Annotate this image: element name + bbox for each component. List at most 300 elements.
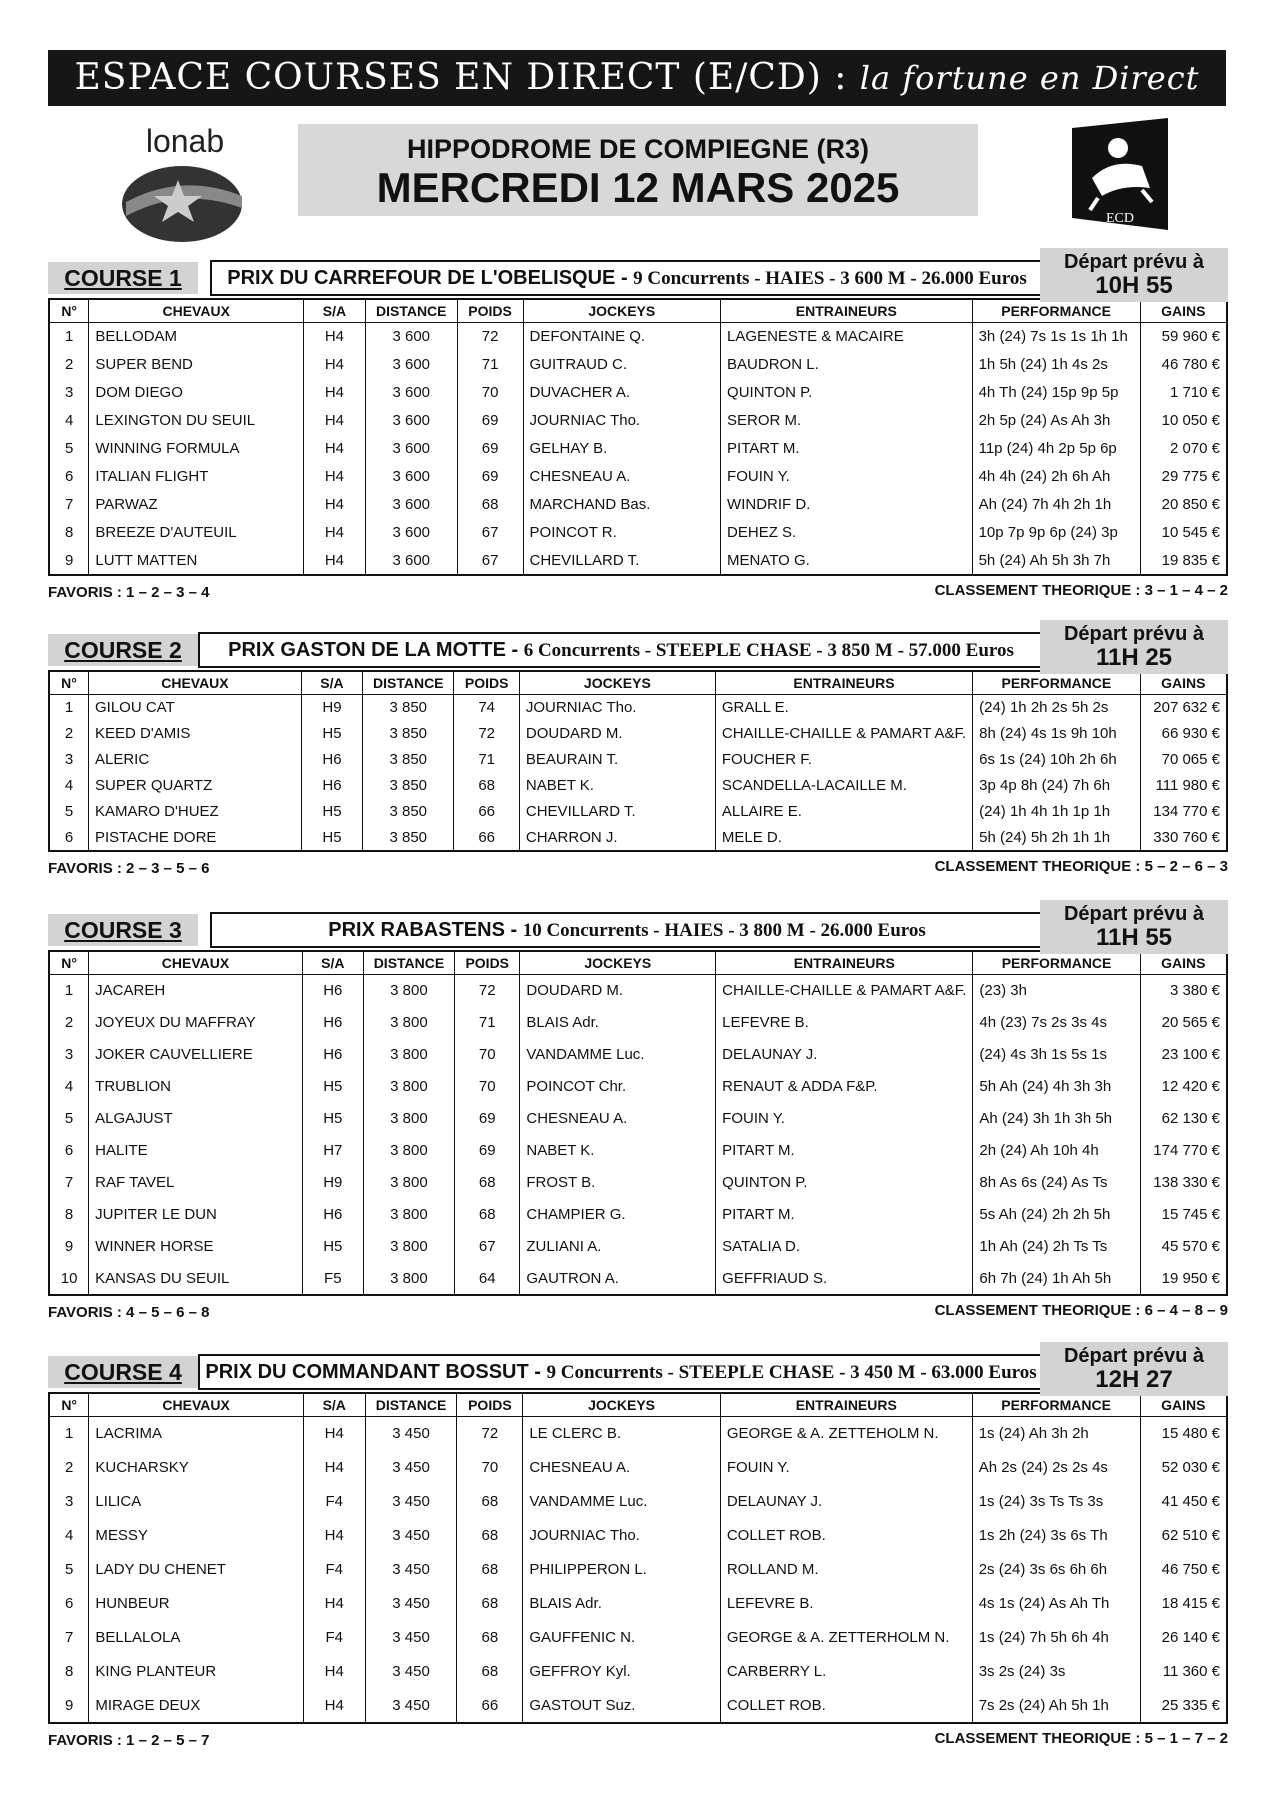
table-cell: 69 <box>457 463 523 491</box>
table-cell: H4 <box>304 351 366 379</box>
table-cell: 8 <box>49 1199 89 1231</box>
table-cell: H5 <box>302 1231 363 1263</box>
table-row <box>49 463 1227 491</box>
table-row <box>49 721 1227 747</box>
table-cell: 69 <box>457 435 523 463</box>
course-footer <box>48 852 1228 878</box>
column-header: CHEVAUX <box>89 299 304 323</box>
table-cell: 2 <box>49 351 89 379</box>
table-cell: SCANDELLA-LACAILLE M. <box>715 773 972 799</box>
table-cell: 4 <box>49 1519 89 1553</box>
column-header: POIDS <box>457 1393 523 1417</box>
table-cell: CHEVILLARD T. <box>523 547 721 575</box>
table-cell: H4 <box>304 463 366 491</box>
table-row <box>49 1199 1227 1231</box>
table-cell: H5 <box>301 825 362 851</box>
table-cell: 6 <box>49 825 89 851</box>
depart-label: Départ prévu à <box>1063 251 1205 273</box>
table-cell: 3 600 <box>365 547 457 575</box>
table-cell: RAF TAVEL <box>89 1167 303 1199</box>
table-cell: 69 <box>457 407 523 435</box>
table-cell: GUITRAUD C. <box>523 351 721 379</box>
table-cell: GELHAY B. <box>523 435 721 463</box>
table-cell: 68 <box>457 491 523 519</box>
table-cell: 72 <box>457 1417 523 1451</box>
table-cell: MARCHAND Bas. <box>523 491 721 519</box>
table-cell: 3 600 <box>365 379 457 407</box>
table-cell: 5 <box>49 1553 89 1587</box>
table-cell: 64 <box>455 1263 520 1295</box>
column-header: GAINS <box>1140 299 1227 323</box>
table-cell: GAUFFENIC N. <box>523 1621 721 1655</box>
table-cell: H4 <box>304 435 366 463</box>
table-cell: (24) 1h 4h 1h 1p 1h <box>973 799 1141 825</box>
runners-table <box>48 670 1228 852</box>
table-cell: 11 360 € <box>1140 1655 1227 1689</box>
table-cell: 9 <box>49 1689 89 1723</box>
table-cell: 6 <box>49 463 89 491</box>
table-cell: H6 <box>301 773 362 799</box>
table-row <box>49 799 1227 825</box>
table-cell: 5 <box>49 799 89 825</box>
table-cell: 1s (24) 3s Ts Ts 3s <box>972 1485 1140 1519</box>
table-cell: 3 <box>49 1039 89 1071</box>
table-cell: 3 <box>49 379 89 407</box>
table-cell: 2 <box>49 1451 89 1485</box>
table-cell: LEFEVRE B. <box>716 1007 973 1039</box>
table-cell: 25 335 € <box>1140 1689 1227 1723</box>
table-cell: DOUDARD M. <box>519 721 715 747</box>
table-cell: HUNBEUR <box>89 1587 303 1621</box>
table-cell: 68 <box>457 1655 523 1689</box>
table-cell: GEORGE & A. ZETTEHOLM N. <box>720 1417 972 1451</box>
table-cell: 68 <box>455 1199 520 1231</box>
table-cell: 3 600 <box>365 435 457 463</box>
prix-name: PRIX GASTON DE LA MOTTE - <box>228 639 524 661</box>
table-cell: 3 380 € <box>1140 975 1227 1007</box>
banner-tagline: la fortune en Direct <box>859 59 1200 97</box>
table-cell: 3 600 <box>365 351 457 379</box>
lonab-logo-text: lonab <box>145 123 225 159</box>
course-footer <box>48 1724 1228 1750</box>
course-header <box>48 900 1228 950</box>
table-cell: WINDRIF D. <box>721 491 973 519</box>
table-cell: 8 <box>49 1655 89 1689</box>
table-cell: 3 800 <box>363 1135 454 1167</box>
table-cell: SUPER BEND <box>89 351 304 379</box>
table-cell: 18 415 € <box>1140 1587 1227 1621</box>
table-cell: COLLET ROB. <box>720 1519 972 1553</box>
table-row <box>49 519 1227 547</box>
table-cell: CARBERRY L. <box>720 1655 972 1689</box>
table-header-row <box>49 299 1227 323</box>
table-cell: 70 <box>455 1039 520 1071</box>
race-date: MERCREDI 12 MARS 2025 <box>376 164 900 211</box>
table-cell: 5 <box>49 435 89 463</box>
table-cell: 1 <box>49 1417 89 1451</box>
table-cell: 67 <box>455 1231 520 1263</box>
table-row <box>49 1135 1227 1167</box>
table-cell: 15 745 € <box>1140 1199 1227 1231</box>
classement-theorique: CLASSEMENT THEORIQUE : 3 – 1 – 4 – 2 <box>934 581 1228 599</box>
table-cell: 3 450 <box>365 1451 457 1485</box>
table-cell: H6 <box>302 975 363 1007</box>
table-cell: CHEVILLARD T. <box>519 799 715 825</box>
column-header: JOCKEYS <box>523 1393 721 1417</box>
table-cell: 1 <box>49 975 89 1007</box>
table-cell: 2h (24) Ah 10h 4h <box>973 1135 1140 1167</box>
table-cell: KUCHARSKY <box>89 1451 303 1485</box>
table-cell: 4s 1s (24) As Ah Th <box>972 1587 1140 1621</box>
table-cell: MELE D. <box>715 825 972 851</box>
depart-box <box>1040 900 1228 954</box>
table-cell: H6 <box>302 1039 363 1071</box>
table-cell: H9 <box>302 1167 363 1199</box>
table-cell: 3 800 <box>363 1263 454 1295</box>
prix-name: PRIX DU CARREFOUR DE L'OBELISQUE - <box>227 267 634 289</box>
table-cell: 3 600 <box>365 463 457 491</box>
table-row <box>49 1231 1227 1263</box>
table-row <box>49 407 1227 435</box>
column-header: POIDS <box>455 951 520 975</box>
depart-time: 11H 25 <box>1095 644 1173 671</box>
table-cell: COLLET ROB. <box>720 1689 972 1723</box>
table-cell: QUINTON P. <box>716 1167 973 1199</box>
table-cell: JACAREH <box>89 975 303 1007</box>
table-cell: SUPER QUARTZ <box>89 773 302 799</box>
favoris: FAVORIS : 2 – 3 – 5 – 6 <box>48 859 210 877</box>
table-cell: 3 850 <box>363 747 454 773</box>
table-cell: 3 850 <box>363 825 454 851</box>
table-cell: 69 <box>455 1135 520 1167</box>
table-cell: TRUBLION <box>89 1071 303 1103</box>
table-cell: 12 420 € <box>1140 1071 1227 1103</box>
column-header: DISTANCE <box>363 951 454 975</box>
table-cell: F4 <box>303 1553 365 1587</box>
column-header: N° <box>49 299 89 323</box>
table-cell: POINCOT R. <box>523 519 721 547</box>
table-cell: 74 <box>454 695 519 721</box>
column-header: DISTANCE <box>363 671 454 695</box>
table-cell: JOURNIAC Tho. <box>519 695 715 721</box>
table-cell: 3 600 <box>365 519 457 547</box>
table-cell: DELAUNAY J. <box>716 1039 973 1071</box>
table-cell: JOKER CAUVELLIERE <box>89 1039 303 1071</box>
table-cell: 66 930 € <box>1140 721 1227 747</box>
table-cell: 3 800 <box>363 975 454 1007</box>
table-cell: PITART M. <box>721 435 973 463</box>
table-cell: 3 450 <box>365 1621 457 1655</box>
column-header: S/A <box>302 951 363 975</box>
runners-table <box>48 298 1228 576</box>
table-cell: 70 <box>455 1071 520 1103</box>
table-cell: (23) 3h <box>973 975 1140 1007</box>
table-cell: DELAUNAY J. <box>720 1485 972 1519</box>
table-cell: 20 850 € <box>1140 491 1227 519</box>
table-cell: 68 <box>457 1553 523 1587</box>
course-prix <box>210 260 1044 296</box>
table-cell: 68 <box>457 1587 523 1621</box>
table-cell: 29 775 € <box>1140 463 1227 491</box>
column-header: ENTRAINEURS <box>721 299 973 323</box>
table-cell: 70 065 € <box>1140 747 1227 773</box>
classement-theorique: CLASSEMENT THEORIQUE : 5 – 2 – 6 – 3 <box>934 857 1228 875</box>
table-cell: 1 710 € <box>1140 379 1227 407</box>
table-cell: 1 <box>49 323 89 351</box>
table-cell: NABET K. <box>520 1135 716 1167</box>
course-section <box>48 620 1228 878</box>
table-cell: H4 <box>303 1689 365 1723</box>
table-cell: GASTOUT Suz. <box>523 1689 721 1723</box>
table-cell: 1h 5h (24) 1h 4s 2s <box>972 351 1140 379</box>
table-cell: 2s (24) 3s 6s 6h 6h <box>972 1553 1140 1587</box>
table-cell: 15 480 € <box>1140 1417 1227 1451</box>
table-cell: H4 <box>304 379 366 407</box>
table-cell: DEHEZ S. <box>721 519 973 547</box>
table-cell: 3 <box>49 1485 89 1519</box>
table-cell: H7 <box>302 1135 363 1167</box>
table-cell: 62 510 € <box>1140 1519 1227 1553</box>
course-section <box>48 248 1228 602</box>
table-cell: 4 <box>49 773 89 799</box>
prix-details: 9 Concurrents - STEEPLE CHASE - 3 450 M - 63.000 Euros <box>546 1362 1037 1383</box>
table-row <box>49 323 1227 351</box>
table-cell: KEED D'AMIS <box>89 721 302 747</box>
table-cell: LACRIMA <box>89 1417 303 1451</box>
table-header-row <box>49 1393 1227 1417</box>
depart-label: Départ prévu à <box>1063 1345 1205 1367</box>
table-cell: CHESNEAU A. <box>520 1103 716 1135</box>
table-cell: SEROR M. <box>721 407 973 435</box>
table-row <box>49 1587 1227 1621</box>
table-cell: 3 450 <box>365 1485 457 1519</box>
column-header: ENTRAINEURS <box>716 951 973 975</box>
table-cell: 3 450 <box>365 1519 457 1553</box>
column-header: PERFORMANCE <box>973 951 1140 975</box>
table-cell: 3 800 <box>363 1103 454 1135</box>
table-row <box>49 1485 1227 1519</box>
table-cell: 72 <box>454 721 519 747</box>
table-cell: 134 770 € <box>1140 799 1227 825</box>
course-prix <box>210 912 1044 948</box>
table-cell: 66 <box>454 799 519 825</box>
table-cell: CHESNEAU A. <box>523 1451 721 1485</box>
table-cell: ZULIANI A. <box>520 1231 716 1263</box>
table-cell: H4 <box>304 519 366 547</box>
course-section <box>48 900 1228 1322</box>
column-header: PERFORMANCE <box>972 299 1140 323</box>
table-cell: 5h Ah (24) 4h 3h 3h <box>973 1071 1140 1103</box>
depart-time: 12H 27 <box>1095 1366 1173 1393</box>
table-cell: 68 <box>455 1167 520 1199</box>
table-cell: 59 960 € <box>1140 323 1227 351</box>
table-cell: GEFFRIAUD S. <box>716 1263 973 1295</box>
table-cell: 69 <box>455 1103 520 1135</box>
table-cell: ROLLAND M. <box>720 1553 972 1587</box>
table-cell: LADY DU CHENET <box>89 1553 303 1587</box>
table-cell: 3 450 <box>365 1553 457 1587</box>
table-cell: 19 950 € <box>1140 1263 1227 1295</box>
table-cell: KAMARO D'HUEZ <box>89 799 302 825</box>
table-cell: BELLODAM <box>89 323 304 351</box>
table-cell: H4 <box>303 1519 365 1553</box>
table-cell: FROST B. <box>520 1167 716 1199</box>
table-cell: CHAMPIER G. <box>520 1199 716 1231</box>
table-cell: MIRAGE DEUX <box>89 1689 303 1723</box>
prix-details: 6 Concurrents - STEEPLE CHASE - 3 850 M - 57.000 Euros <box>523 640 1014 661</box>
table-cell: SATALIA D. <box>716 1231 973 1263</box>
table-cell: 2 <box>49 721 89 747</box>
table-cell: 3 600 <box>365 407 457 435</box>
table-cell: H4 <box>304 547 366 575</box>
table-cell: H4 <box>303 1655 365 1689</box>
table-row <box>49 351 1227 379</box>
table-cell: 66 <box>454 825 519 851</box>
table-cell: 3 800 <box>363 1007 454 1039</box>
table-cell: ALGAJUST <box>89 1103 303 1135</box>
table-cell: 138 330 € <box>1140 1167 1227 1199</box>
table-cell: CHESNEAU A. <box>523 463 721 491</box>
table-cell: H4 <box>303 1451 365 1485</box>
table-cell: KING PLANTEUR <box>89 1655 303 1689</box>
table-cell: 71 <box>455 1007 520 1039</box>
table-cell: ALLAIRE E. <box>715 799 972 825</box>
lonab-logo <box>118 122 252 244</box>
table-cell: 3 800 <box>363 1231 454 1263</box>
table-row <box>49 1689 1227 1723</box>
table-header-row <box>49 671 1227 695</box>
table-cell: 46 750 € <box>1140 1553 1227 1587</box>
table-cell: 68 <box>457 1519 523 1553</box>
table-cell: 3 800 <box>363 1199 454 1231</box>
table-cell: 52 030 € <box>1140 1451 1227 1485</box>
column-header: S/A <box>304 299 366 323</box>
column-header: ENTRAINEURS <box>720 1393 972 1417</box>
table-cell: BLAIS Adr. <box>520 1007 716 1039</box>
column-header: JOCKEYS <box>520 951 716 975</box>
column-header: GAINS <box>1140 951 1227 975</box>
table-cell: 330 760 € <box>1140 825 1227 851</box>
table-row <box>49 547 1227 575</box>
table-cell: 6s 1s (24) 10h 2h 6h <box>973 747 1141 773</box>
table-cell: 10 <box>49 1263 89 1295</box>
table-cell: 3 850 <box>363 799 454 825</box>
table-cell: DOUDARD M. <box>520 975 716 1007</box>
table-cell: FOUIN Y. <box>716 1103 973 1135</box>
table-cell: WINNER HORSE <box>89 1231 303 1263</box>
table-cell: 3 850 <box>363 721 454 747</box>
classement-theorique: CLASSEMENT THEORIQUE : 6 – 4 – 8 – 9 <box>934 1301 1228 1319</box>
table-cell: 4h Th (24) 15p 9p 5p <box>972 379 1140 407</box>
table-cell: BAUDRON L. <box>721 351 973 379</box>
table-cell: CHAILLE-CHAILLE & PAMART A&F. <box>715 721 972 747</box>
table-cell: 7 <box>49 1621 89 1655</box>
table-cell: LUTT MATTEN <box>89 547 304 575</box>
table-cell: H6 <box>302 1007 363 1039</box>
table-row <box>49 1451 1227 1485</box>
table-cell: 68 <box>457 1621 523 1655</box>
column-header: N° <box>49 1393 89 1417</box>
table-cell: H9 <box>301 695 362 721</box>
table-cell: PITART M. <box>716 1199 973 1231</box>
column-header: CHEVAUX <box>89 951 303 975</box>
column-header: N° <box>49 671 89 695</box>
table-cell: 71 <box>454 747 519 773</box>
table-cell: 23 100 € <box>1140 1039 1227 1071</box>
column-header: DISTANCE <box>365 1393 457 1417</box>
column-header: CHEVAUX <box>89 1393 303 1417</box>
table-cell: 3 450 <box>365 1587 457 1621</box>
table-cell: FOUIN Y. <box>720 1451 972 1485</box>
column-header: PERFORMANCE <box>972 1393 1140 1417</box>
table-cell: 10 545 € <box>1140 519 1227 547</box>
table-cell: 3p 4p 8h (24) 7h 6h <box>973 773 1141 799</box>
table-cell: 174 770 € <box>1140 1135 1227 1167</box>
table-cell: GILOU CAT <box>89 695 302 721</box>
table-cell: 9 <box>49 547 89 575</box>
column-header: JOCKEYS <box>523 299 721 323</box>
column-header: PERFORMANCE <box>973 671 1141 695</box>
prix-name: PRIX DU COMMANDANT BOSSUT - <box>205 1361 547 1383</box>
table-cell: 10 050 € <box>1140 407 1227 435</box>
table-cell: 5s Ah (24) 2h 2h 5h <box>973 1199 1140 1231</box>
table-cell: 8 <box>49 519 89 547</box>
table-cell: H4 <box>304 323 366 351</box>
table-cell: 3 600 <box>365 323 457 351</box>
table-cell: 4h 4h (24) 2h 6h Ah <box>972 463 1140 491</box>
table-cell: BELLALOLA <box>89 1621 303 1655</box>
depart-box <box>1040 248 1228 302</box>
table-cell: KANSAS DU SEUIL <box>89 1263 303 1295</box>
table-cell: 4 <box>49 1071 89 1103</box>
table-cell: 19 835 € <box>1140 547 1227 575</box>
prix-details: 10 Concurrents - HAIES - 3 800 M - 26.000 Euros <box>522 920 926 941</box>
table-header-row <box>49 951 1227 975</box>
column-header: CHEVAUX <box>89 671 302 695</box>
classement-theorique: CLASSEMENT THEORIQUE : 5 – 1 – 7 – 2 <box>934 1729 1228 1747</box>
table-cell: QUINTON P. <box>721 379 973 407</box>
table-cell: H4 <box>303 1417 365 1451</box>
table-row <box>49 491 1227 519</box>
favoris: FAVORIS : 1 – 2 – 5 – 7 <box>48 1731 210 1749</box>
table-cell: Ah (24) 3h 1h 3h 5h <box>973 1103 1140 1135</box>
table-cell: 68 <box>454 773 519 799</box>
table-cell: JOURNIAC Tho. <box>523 1519 721 1553</box>
table-cell: 6 <box>49 1135 89 1167</box>
table-cell: F5 <box>302 1263 363 1295</box>
table-cell: 7 <box>49 491 89 519</box>
course-header <box>48 248 1228 298</box>
course-header <box>48 1342 1228 1392</box>
table-cell: LE CLERC B. <box>523 1417 721 1451</box>
table-cell: LILICA <box>89 1485 303 1519</box>
table-row <box>49 695 1227 721</box>
column-header: N° <box>49 951 89 975</box>
table-cell: 7s 2s (24) Ah 5h 1h <box>972 1689 1140 1723</box>
prix-details: 9 Concurrents - HAIES - 3 600 M - 26.000 Euros <box>633 268 1027 289</box>
table-cell: 1s (24) Ah 3h 2h <box>972 1417 1140 1451</box>
course-prix <box>198 1354 1044 1390</box>
table-cell: ALERIC <box>89 747 302 773</box>
table-row <box>49 1655 1227 1689</box>
table-cell: H4 <box>304 491 366 519</box>
column-header: GAINS <box>1140 1393 1227 1417</box>
table-cell: 3 800 <box>363 1167 454 1199</box>
table-cell: MESSY <box>89 1519 303 1553</box>
table-cell: 207 632 € <box>1140 695 1227 721</box>
table-cell: VANDAMME Luc. <box>520 1039 716 1071</box>
table-cell: 5h (24) 5h 2h 1h 1h <box>973 825 1141 851</box>
